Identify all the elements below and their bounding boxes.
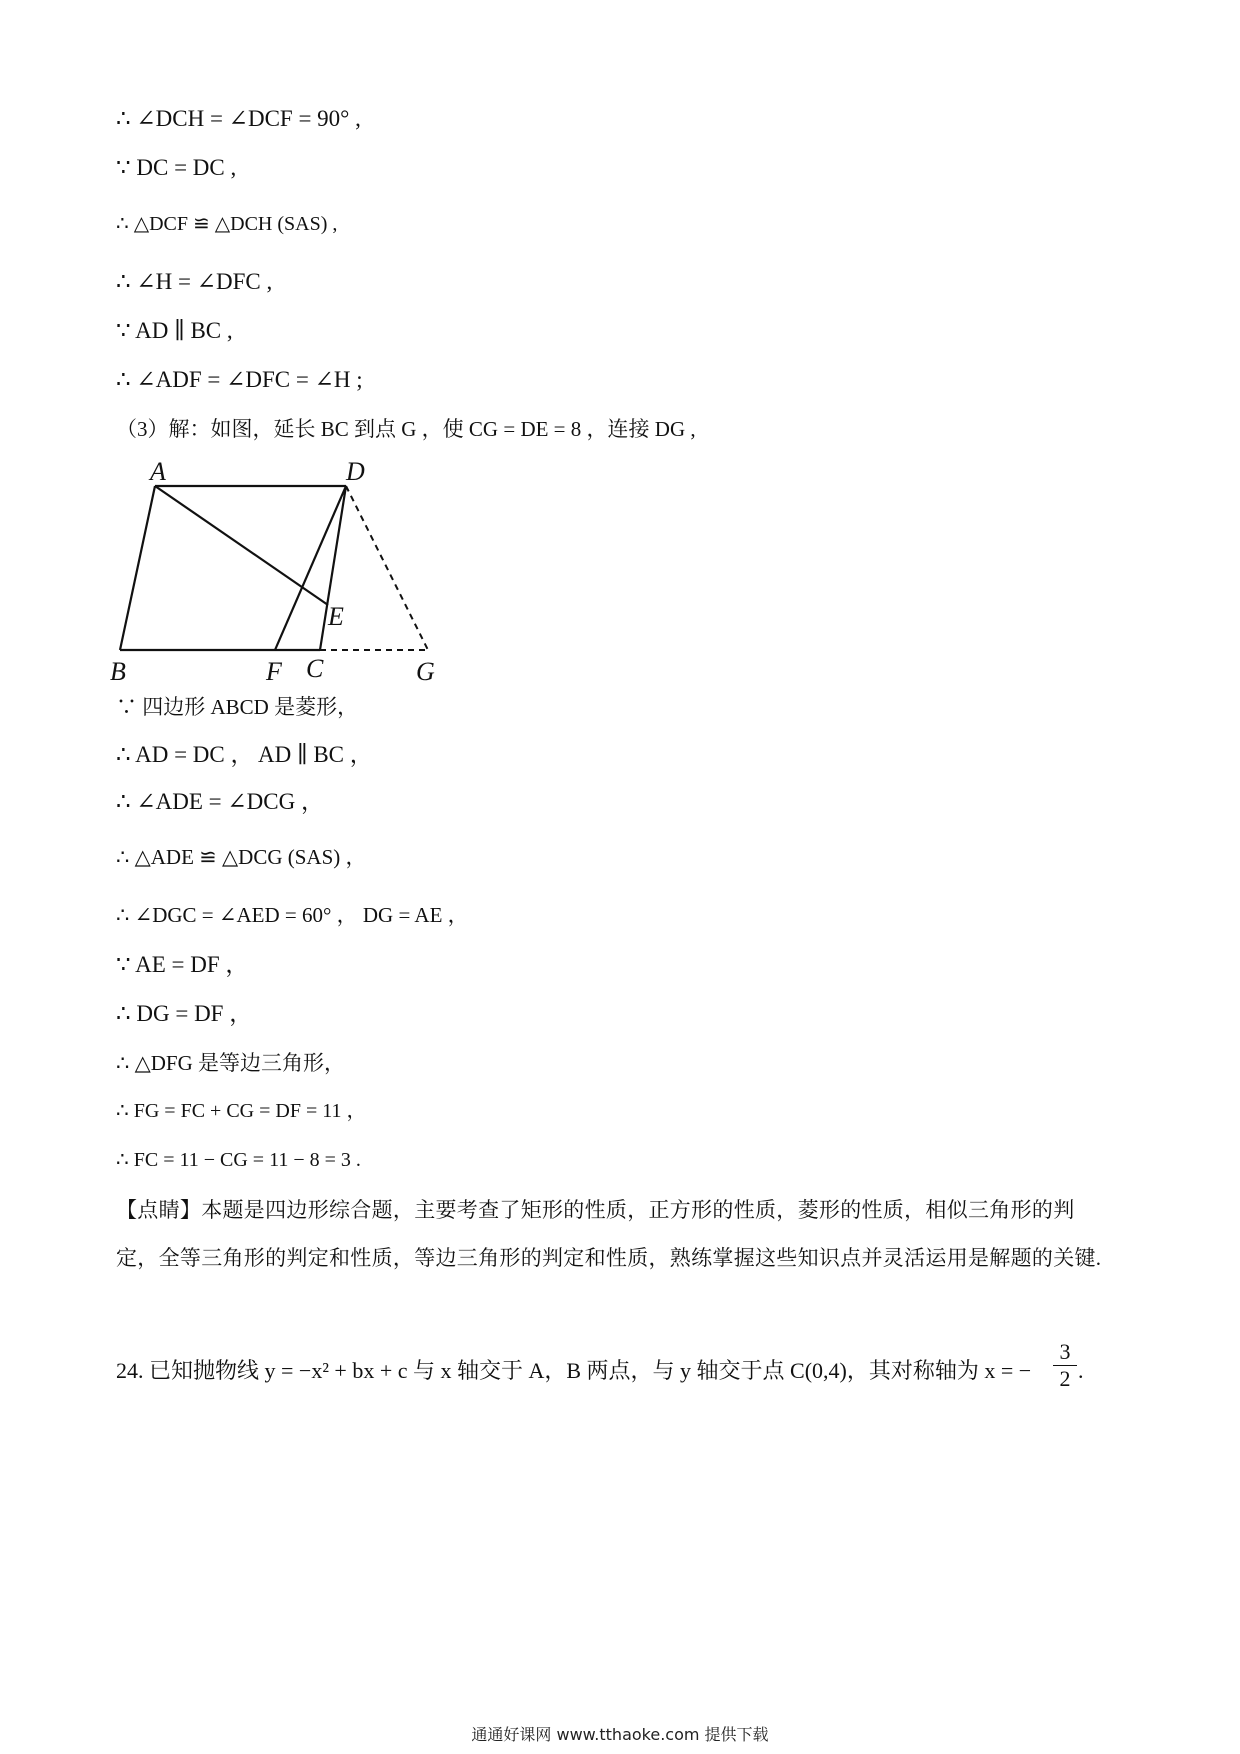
question-24-text: 24. 已知抛物线 y = −x² + bx + c 与 x 轴交于 A，B 两点，与 y 轴交于点 C(0,4)，其对称轴为 x = − bbox=[116, 1358, 1032, 1383]
proof-line-9: ∴ ∠ADE = ∠DCG ， bbox=[116, 789, 324, 814]
label-a: A bbox=[150, 457, 166, 486]
proof-line-7: ∵ 四边形 ABCD 是菱形， bbox=[116, 695, 359, 719]
proof-line-12: ∵ AE = DF ， bbox=[116, 952, 249, 977]
proof-line-2: ∵ DC = DC , bbox=[116, 155, 237, 180]
fraction-numerator: 3 bbox=[1059, 1339, 1071, 1364]
proof-line-15: ∴ FG = FC + CG = DF = 11 ， bbox=[116, 1100, 367, 1122]
comment-paragraph: 【点睛】本题是四边形综合题，主要考查了矩形的性质，正方形的性质，菱形的性质，相似三角形的判定，全等三角形的判定和性质，等边三角形的判定和性质，熟练掌握这些知识点并灵活运用是解题的关键. bbox=[116, 1198, 1102, 1270]
rhombus-figure bbox=[110, 450, 450, 685]
proof-line-10: ∴ △ADE ≌ △DCG (SAS) ， bbox=[116, 845, 367, 869]
proof-line-13: ∴ DG = DF ， bbox=[116, 1001, 253, 1026]
question-24-fraction bbox=[1053, 1340, 1077, 1391]
edge-ab bbox=[120, 486, 155, 650]
page-footer: 通通好课网 www.tthaoke.com 提供下载 bbox=[471, 1725, 769, 1744]
label-c: C bbox=[306, 654, 324, 683]
proof-line-14: ∴ △DFG 是等边三角形， bbox=[116, 1051, 346, 1075]
proof-line-11: ∴ ∠DGC = ∠AED = 60° ， DG = AE ， bbox=[116, 903, 469, 927]
proof-line-3: ∴ △DCF ≌ △DCH (SAS) , bbox=[116, 213, 338, 235]
proof-line-1: ∴ ∠DCH = ∠DCF = 90° , bbox=[116, 106, 361, 131]
label-d: D bbox=[346, 457, 365, 486]
proof-line-6: ∴ ∠ADF = ∠DFC = ∠H ; bbox=[116, 367, 363, 392]
part3-intro: （3）解：如图，延长 BC 到点 G ，使 CG = DE = 8 ，连接 DG , bbox=[116, 417, 696, 441]
segment-dg bbox=[346, 486, 428, 650]
proof-line-4: ∴ ∠H = ∠DFC , bbox=[116, 269, 273, 294]
question-24 bbox=[116, 1356, 1031, 1386]
proof-line-5: ∵ AD ∥ BC , bbox=[116, 318, 233, 343]
label-b: B bbox=[110, 657, 126, 685]
question-24-end: . bbox=[1078, 1358, 1084, 1383]
proof-line-16: ∴ FC = 11 − CG = 11 − 8 = 3 . bbox=[116, 1149, 361, 1171]
fraction-denominator: 2 bbox=[1059, 1366, 1071, 1391]
label-g: G bbox=[416, 657, 435, 685]
label-e: E bbox=[328, 602, 344, 631]
label-f: F bbox=[266, 657, 282, 685]
proof-line-8: ∴ AD = DC ， AD ∥ BC ， bbox=[116, 742, 373, 767]
